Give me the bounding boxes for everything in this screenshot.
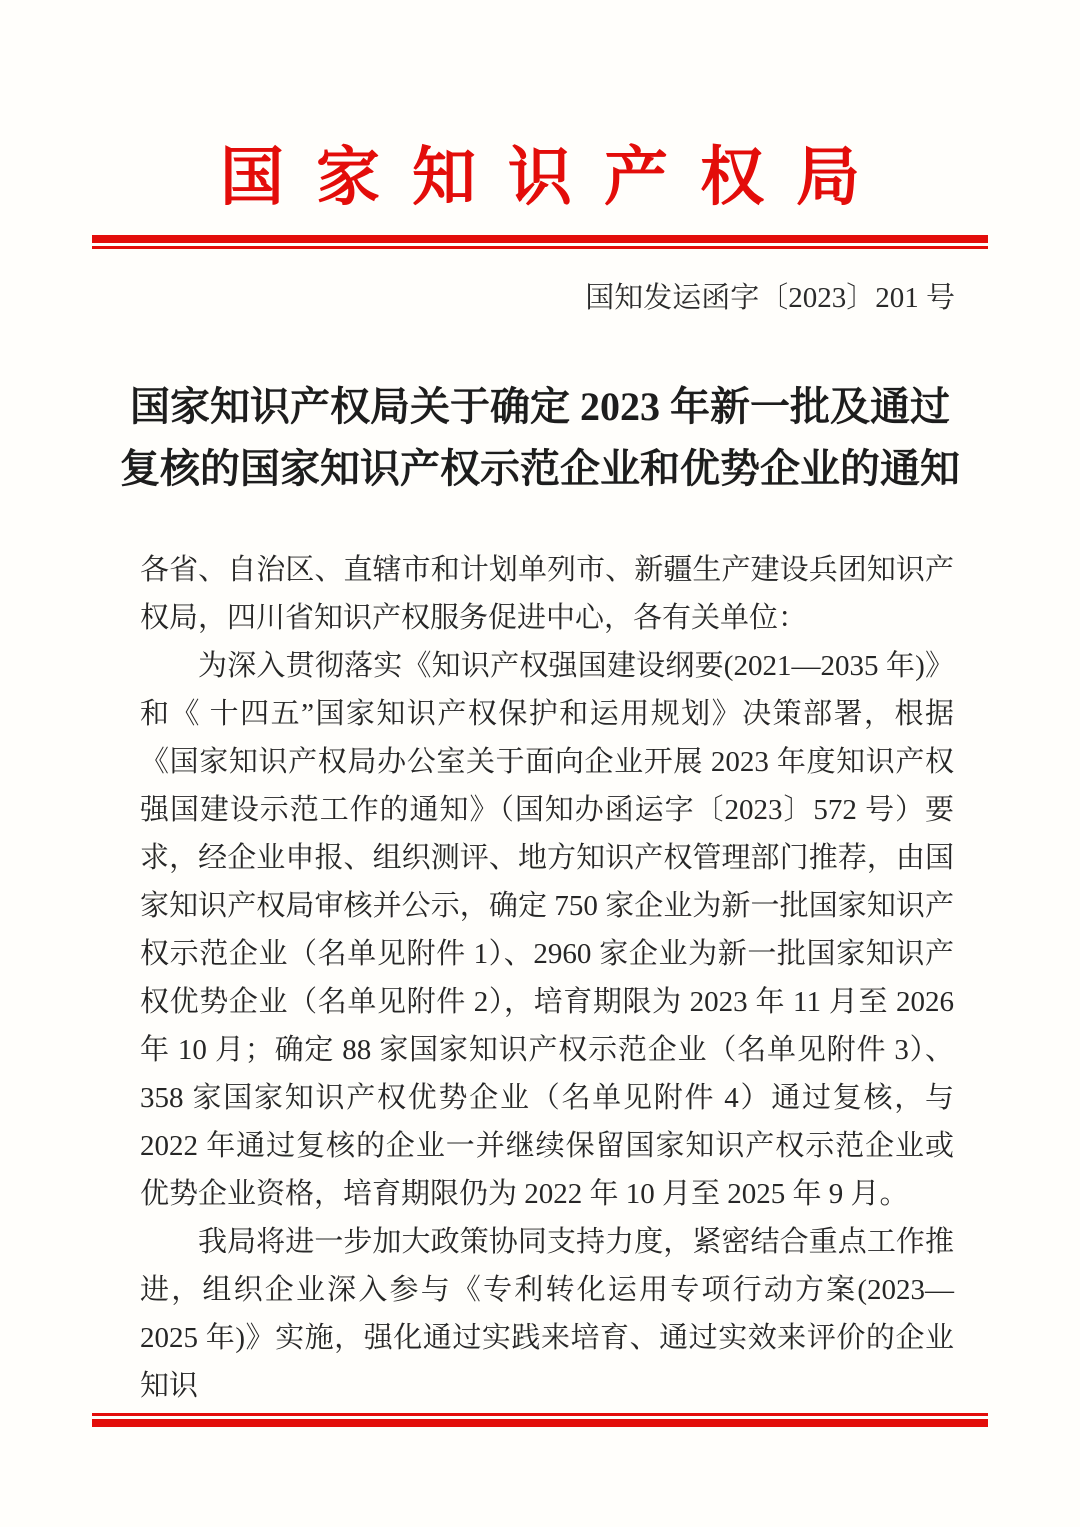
- divider-thick-bar: [92, 235, 988, 243]
- document-body: [140, 546, 954, 1410]
- footer-red-divider: [92, 1413, 988, 1427]
- document-reference-number: 国知发运函字〔2023〕201 号: [585, 282, 955, 315]
- letterhead-red-divider: [92, 235, 988, 249]
- addressee-paragraph: 各省、自治区、直辖市和计划单列市、新疆生产建设兵团知识产权局，四川省知识产权服务促进中心，各有关单位：: [140, 554, 954, 635]
- notice-title-line1: 国家知识产权局关于确定 2023 年新一批及通过: [130, 384, 950, 430]
- divider-thick-bar: [92, 1419, 988, 1427]
- policy-support-paragraph: 我局将进一步加大政策协同支持力度，紧密结合重点工作推进，组织企业深入参与《专利转化运用专项行动方案(2023—2025 年)》实施，强化通过实践来培育、通过实效来评价的企业知识: [140, 1226, 954, 1403]
- agency-letterhead-title: 国家知识产权局: [220, 142, 892, 213]
- notice-title-line2: 复核的国家知识产权示范企业和优势企业的通知: [120, 446, 960, 492]
- main-determination-paragraph: 为深入贯彻落实《知识产权强国建设纲要(2021—2035 年)》和《 十四五”国家知识产权保护和运用规划》决策部署，根据《国家知识产权局办公室关于面向企业开展 2023 年度知识产权强国建设示范工作的通知》（国知办函运字〔2023〕572 号）要求，经企业申报、组织测评、地方知识产权管理部门推荐，由国家知识产权局审核并公示，确定 750 家企业为新一批国家知识产权示范企业（名单见附件 1）、2960 家企业为新一批国家知识产权优势企业（名单见附件 2），培育期限为 2023 年 11 月至 2026 年 10 月；确定 88 家国家知识产权示范企业（名单见附件 3）、358 家国家知识产权优势企业（名单见附件 4）通过复核，与 2022 年通过复核的企业一并继续保留国家知识产权示范企业或优势企业资格，培育期限仍为 2022 年 10 月至 2025 年 9 月。: [140, 650, 954, 1211]
- divider-thin-bar: [92, 246, 988, 249]
- notice-title: [0, 376, 1080, 500]
